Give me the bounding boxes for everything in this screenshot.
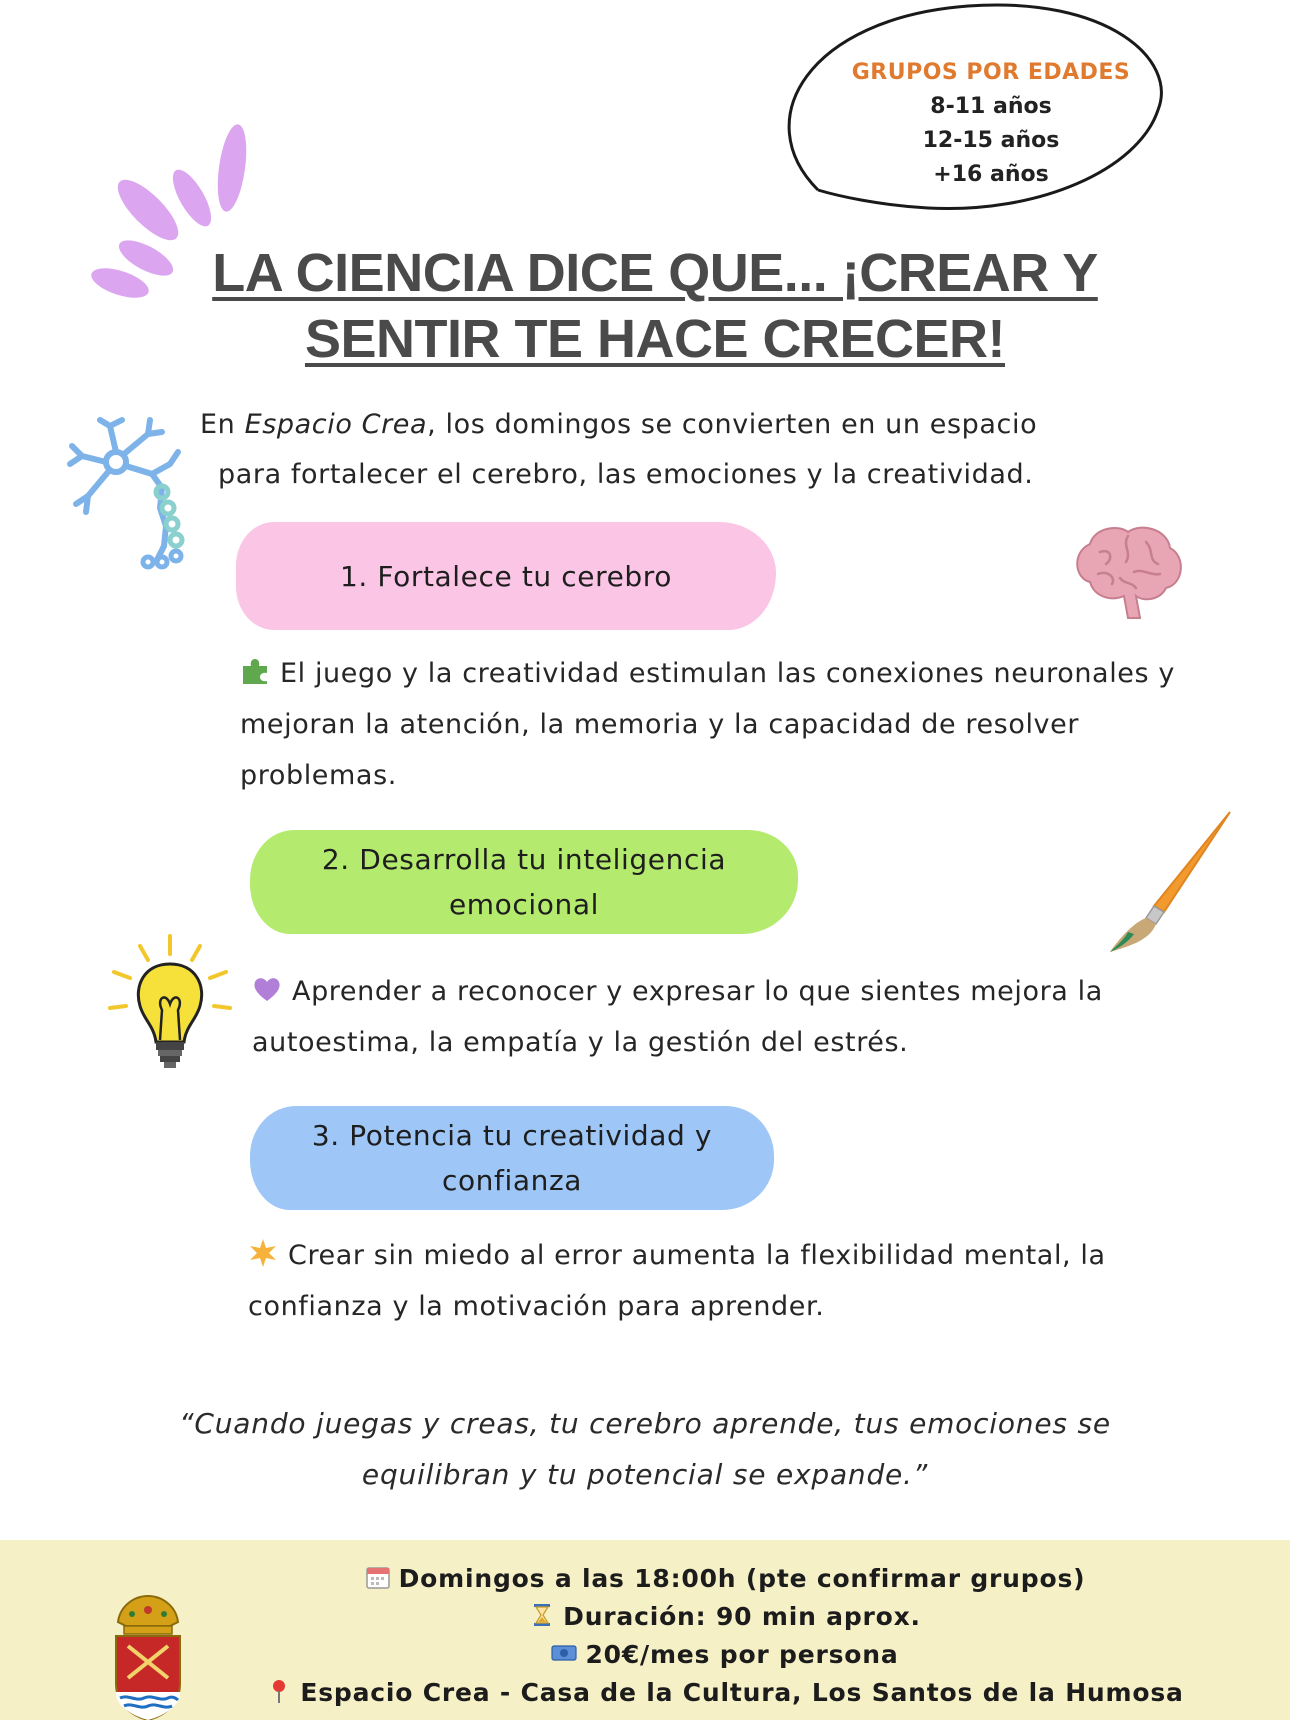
calendar-icon xyxy=(365,1564,391,1590)
footer-schedule-text: Domingos a las 18:00h (pte confirmar grupos) xyxy=(398,1564,1086,1593)
section-text-3 xyxy=(248,1230,1208,1332)
section-heading-1: 1. Fortalece tu cerebro xyxy=(236,522,776,630)
footer-duration-text: Duración: 90 min aprox. xyxy=(563,1602,921,1631)
lightbulb-icon xyxy=(108,934,238,1084)
location-pin-icon xyxy=(266,1678,292,1704)
intro-text xyxy=(200,400,1160,500)
page-title-line2: SENTIR TE HACE CRECER! xyxy=(304,309,1006,369)
section-text-2-body: Aprender a reconocer y expresar lo que sientes mejora la autoestima, la empatía y la gestión del estrés. xyxy=(252,976,1103,1058)
brain-icon xyxy=(1070,522,1186,622)
banknote-icon xyxy=(551,1640,577,1666)
intro-line2: para fortalecer el cerebro, las emociones y la creatividad. xyxy=(218,459,1034,490)
age-groups-title: GRUPOS POR EDADES xyxy=(851,60,1131,85)
footer-price xyxy=(160,1636,1290,1674)
intro-brand: Espacio Crea xyxy=(244,409,428,440)
section-text-1 xyxy=(240,648,1200,801)
section-heading-3: 3. Potencia tu creatividad y confianza xyxy=(250,1106,774,1210)
quote: “Cuando juegas y creas, tu cerebro aprende, tus emociones se equilibran y tu potencial se expande.” xyxy=(179,1407,1111,1491)
age-groups xyxy=(830,56,1152,192)
neuron-icon xyxy=(66,416,196,572)
section-text-3-body: Crear sin miedo al error aumenta la flexibilidad mental, la confianza y la motivación para aprender. xyxy=(248,1240,1106,1322)
section-heading-2: 2. Desarrolla tu inteligencia emocional xyxy=(250,830,798,934)
footer-duration xyxy=(160,1598,1290,1636)
footer-location-text: Espacio Crea - Casa de la Cultura, Los Santos de la Humosa xyxy=(300,1678,1184,1707)
paintbrush-icon xyxy=(1090,808,1240,958)
hourglass-icon xyxy=(529,1602,555,1628)
footer-schedule xyxy=(160,1560,1290,1598)
footer-location xyxy=(160,1674,1290,1712)
purple-heart-icon xyxy=(252,974,282,1004)
footer-info xyxy=(160,1560,1290,1712)
age-group-item: 12-15 años xyxy=(922,128,1060,153)
page-title xyxy=(120,240,1190,372)
age-group-item: +16 años xyxy=(933,162,1049,187)
section-text-2 xyxy=(252,966,1212,1068)
sparkle-star-icon xyxy=(248,1238,278,1268)
section-text-1-body: El juego y la creatividad estimulan las conexiones neuronales y mejoran la atención, la memoria y la capacidad de resolver problemas. xyxy=(240,658,1175,791)
intro-prefix: En xyxy=(200,409,245,440)
puzzle-icon xyxy=(240,656,270,686)
age-group-item: 8-11 años xyxy=(930,94,1052,119)
page-title-line1: LA CIENCIA DICE QUE... ¡CREAR Y xyxy=(212,243,1098,303)
footer-price-text: 20€/mes por persona xyxy=(585,1640,899,1669)
intro-rest: , los domingos se convierten en un espacio xyxy=(427,409,1038,440)
